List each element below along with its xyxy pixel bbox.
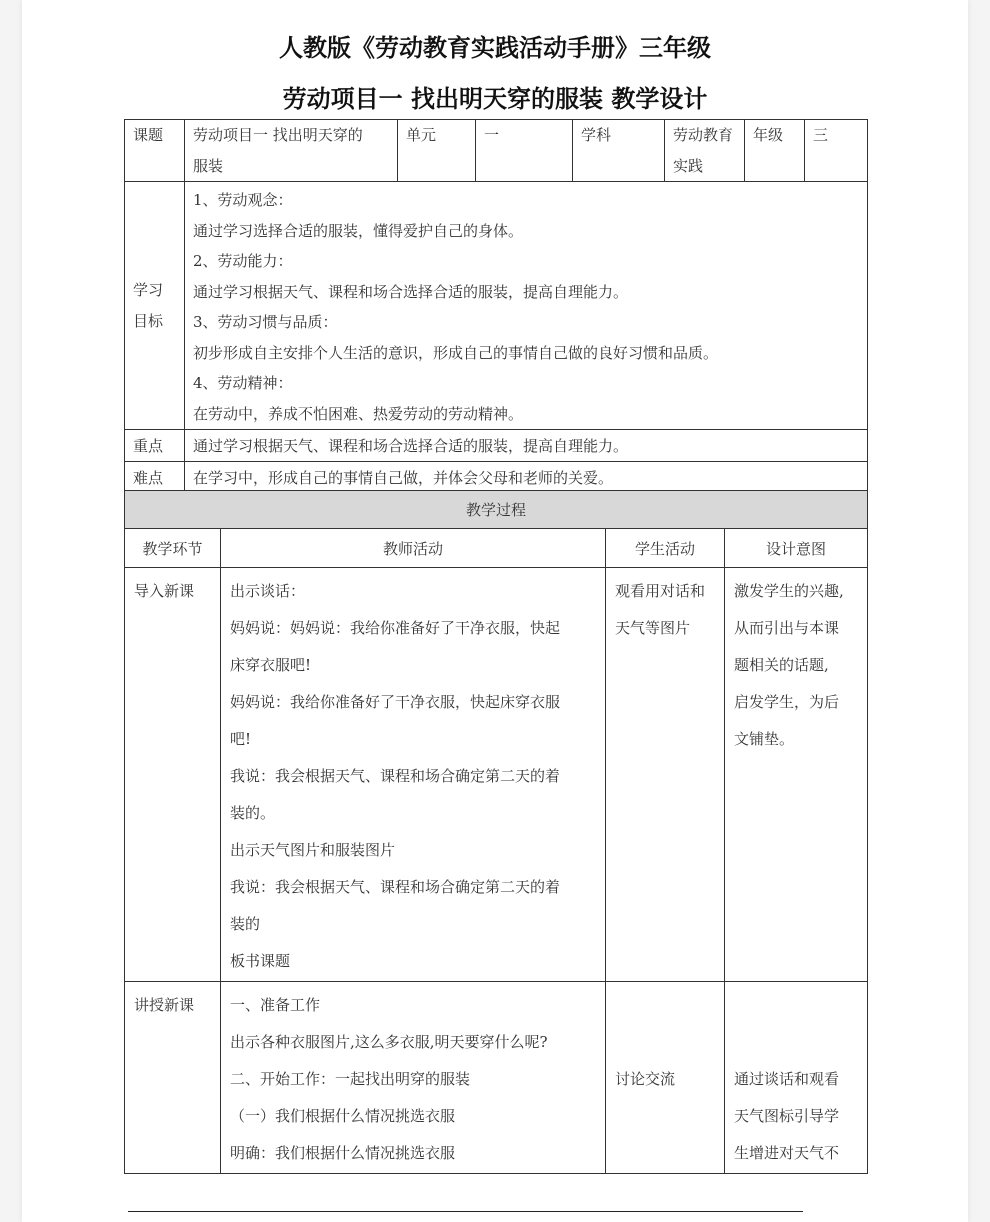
footer-divider: [128, 1211, 803, 1212]
teacher-line: 装的: [230, 915, 261, 933]
teacher-line: （一）我们根据什么情况挑选衣服: [230, 1107, 456, 1125]
intent-line: 天气图标引导学: [734, 1107, 840, 1125]
intent-line: 题相关的话题,: [734, 656, 829, 674]
teacher-line: 吧!: [230, 730, 252, 748]
teaching-process-table: [124, 490, 868, 1174]
subject-value-line2: 实践: [673, 156, 704, 175]
difficulty-label: 难点: [125, 462, 185, 494]
objective-line: 1、劳动观念：: [193, 191, 293, 209]
teacher-line: 明确：我们根据什么情况挑选衣服: [230, 1144, 456, 1162]
stage-label: 导入新课: [134, 582, 195, 600]
teacher-line: 妈妈说：我给你准备好了干净衣服，快起床穿衣服: [230, 693, 561, 711]
teacher-cell: [221, 568, 606, 982]
teacher-line: 我说：我会根据天气、课程和场合确定第二天的着: [230, 767, 561, 785]
process-header-row: [125, 529, 868, 568]
key-point-value: 通过学习根据天气、课程和场合选择合适的服装，提高自理能力。: [185, 430, 868, 462]
key-point-label: 重点: [125, 430, 185, 462]
teacher-line: 出示各种衣服图片,这么多衣服,明天要穿什么呢?: [230, 1033, 548, 1051]
subject-value: [665, 120, 745, 182]
intent-cell: [725, 568, 868, 982]
student-cell: [606, 568, 725, 982]
objective-line: 3、劳动习惯与品质：: [193, 313, 338, 331]
topic-value-line1: 劳动项目一 找出明天穿的: [193, 126, 363, 144]
topic-value: [185, 120, 398, 182]
subject-value-line1: 劳动教育: [673, 126, 734, 144]
teacher-line: 板书课题: [230, 952, 291, 970]
topic-value-line2: 服装: [193, 156, 224, 175]
process-banner: 教学过程: [125, 491, 868, 529]
objectives-label-line2: 目标: [133, 311, 164, 330]
lesson-info-table: [124, 119, 868, 494]
objectives-label: [125, 182, 185, 430]
key-point-row: [125, 430, 868, 462]
teacher-line: 一、准备工作: [230, 996, 321, 1014]
intent-line: [734, 1024, 858, 1061]
intent-line: 激发学生的兴趣,: [734, 582, 844, 600]
student-line: 天气等图片: [615, 619, 691, 637]
topic-label: 课题: [125, 120, 185, 182]
unit-label: 单元: [398, 120, 476, 182]
difficulty-value: 在学习中，形成自己的事情自己做，并体会父母和老师的关爱。: [185, 462, 868, 494]
intent-line: [734, 987, 858, 1024]
objective-line: 初步形成自主安排个人生活的意识，形成自己的事情自己做的良好习惯和品质。: [193, 343, 719, 362]
objectives-label-line1: 学习: [133, 281, 164, 299]
student-line: [615, 1024, 715, 1061]
stage-label: 讲授新课: [134, 996, 195, 1014]
intent-cell: [725, 982, 868, 1174]
difficulty-row: [125, 462, 868, 494]
student-line: 讨论交流: [615, 1070, 676, 1088]
table-row: [125, 568, 868, 982]
document-subtitle: 劳动项目一 找出明天穿的服装 教学设计: [282, 85, 708, 113]
teacher-line: 妈妈说：妈妈说：我给你准备好了干净衣服，快起: [230, 619, 561, 637]
teacher-cell: [221, 982, 606, 1174]
intent-line: 文铺垫。: [734, 730, 795, 748]
objective-line: 2、劳动能力：: [193, 252, 293, 270]
teacher-line: 床穿衣服吧!: [230, 656, 312, 674]
objectives-row: [125, 182, 868, 430]
header-student: 学生活动: [606, 529, 725, 568]
teacher-line: 装的。: [230, 804, 276, 822]
teacher-line: 我说：我会根据天气、课程和场合确定第二天的着: [230, 878, 561, 896]
intent-line: 生增进对天气不: [734, 1144, 840, 1162]
student-line: [615, 987, 715, 1024]
process-banner-row: [125, 491, 868, 529]
subject-label: 学科: [573, 120, 665, 182]
unit-value: 一: [476, 120, 573, 182]
intent-line: 从而引出与本课: [734, 619, 840, 637]
objective-line: 4、劳动精神：: [193, 374, 293, 392]
topic-row: [125, 120, 868, 182]
objective-line: 通过学习选择合适的服装，懂得爱护自己的身体。: [193, 221, 524, 240]
teacher-line: 出示谈话：: [230, 582, 306, 600]
header-stage: 教学环节: [125, 529, 221, 568]
stage-cell: [125, 568, 221, 982]
grade-value: 三: [805, 120, 868, 182]
header-teacher: 教师活动: [221, 529, 606, 568]
header-intent: 设计意图: [725, 529, 868, 568]
intent-line: 启发学生，为后: [734, 693, 840, 711]
teacher-line: 出示天气图片和服装图片: [230, 841, 396, 859]
student-line: 观看用对话和: [615, 582, 706, 600]
teacher-line: 二、开始工作：一起找出明穿的服装: [230, 1070, 471, 1088]
grade-label: 年级: [745, 120, 805, 182]
document-title: 人教版《劳动教育实践活动手册》三年级: [279, 34, 711, 62]
table-row: [125, 982, 868, 1174]
student-cell: [606, 982, 725, 1174]
stage-cell: [125, 982, 221, 1174]
objective-line: 在劳动中，养成不怕困难、热爱劳动的劳动精神。: [193, 404, 524, 423]
objective-line: 通过学习根据天气、课程和场合选择合适的服装，提高自理能力。: [193, 282, 629, 301]
intent-line: 通过谈话和观看: [734, 1070, 840, 1088]
objectives-content: [185, 182, 868, 430]
